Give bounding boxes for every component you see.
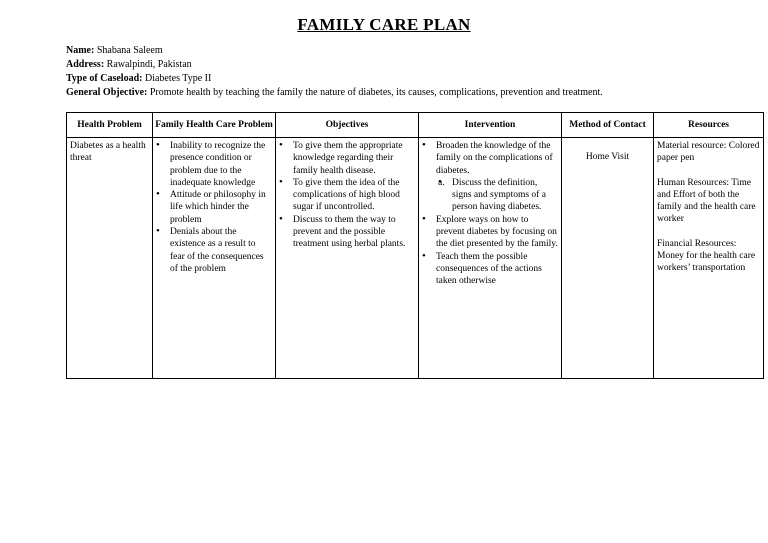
- header-resources: Resources: [654, 113, 764, 138]
- address-value: Rawalpindi, Pakistan: [106, 59, 192, 70]
- table-header-row: [67, 113, 764, 138]
- intervention-subitem: [438, 177, 558, 214]
- objective-item: • Discuss to them the way to prevent and the possible treatment using herbal plants.: [279, 214, 415, 251]
- method-of-contact-cell: [562, 138, 654, 379]
- name-label: Name:: [66, 45, 95, 56]
- address-row: [66, 58, 603, 72]
- objective-value: Promote health by teaching the family the nature of diabetes, its causes, complications, prevention and treatment.: [149, 87, 603, 98]
- objective-label: General Objective:: [66, 87, 148, 98]
- objective-item: • To give them the appropriate knowledge regarding their family health disease.: [279, 140, 415, 177]
- resource-item: Human Resources: Time and Effort of both the family and the health care worker: [657, 177, 756, 225]
- document-title: FAMILY CARE PLAN: [297, 15, 471, 34]
- objectives-cell: [276, 138, 419, 379]
- header-intervention: Intervention: [419, 113, 562, 138]
- intervention-text: Broaden the knowledge of the family on the complications of diabetes.: [436, 141, 553, 176]
- sub-marker: • a.: [438, 177, 445, 188]
- resource-item: Financial Resources: Money for the health care workers’ transportation: [657, 238, 756, 274]
- care-problem-item: • Inability to recognize the presence condition or problem due to the inadequate knowledge: [156, 140, 272, 189]
- care-plan-table: [66, 112, 764, 379]
- header-family-health-care-problem: Family Health Care Problem: [153, 113, 276, 138]
- method-of-contact-value: Home Visit: [585, 152, 630, 162]
- resources-cell: [654, 138, 764, 379]
- intervention-cell: [419, 138, 562, 379]
- resource-item: Material resource: Colored paper pen: [657, 141, 760, 164]
- header-health-problem: Health Problem: [67, 113, 153, 138]
- name-row: [66, 44, 603, 58]
- care-problem-item: • Attitude or philosophy in life which hinder the problem: [156, 189, 272, 226]
- header-method-of-contact: Method of Contact: [562, 113, 654, 138]
- intervention-item: • Explore ways on how to prevent diabetes by focusing on the diet presented by the family.: [422, 214, 558, 251]
- intervention-item: [422, 140, 558, 214]
- intervention-item: • Teach them the possible consequences of the actions taken otherwise: [422, 251, 558, 288]
- table-row: [67, 138, 764, 379]
- care-problem-cell: [153, 138, 276, 379]
- intervention-subtext: Discuss the definition, signs and symptoms of a person having diabetes.: [452, 177, 546, 213]
- name-value: Shabana Saleem: [96, 45, 163, 56]
- case-info: [66, 44, 603, 100]
- caseload-value: Diabetes Type II: [144, 73, 212, 84]
- objective-row: [66, 86, 603, 100]
- objective-item: • To give them the idea of the complications of high blood sugar if uncontrolled.: [279, 177, 415, 214]
- care-problem-item: • Denials about the existence as a result to fear of the consequences of the problem: [156, 226, 272, 275]
- caseload-label: Type of Caseload:: [66, 73, 143, 84]
- health-problem-cell: Diabetes as a health threat: [67, 138, 153, 379]
- header-objectives: Objectives: [276, 113, 419, 138]
- intervention-sublist: [436, 177, 558, 214]
- caseload-row: [66, 72, 603, 86]
- address-label: Address:: [66, 59, 105, 70]
